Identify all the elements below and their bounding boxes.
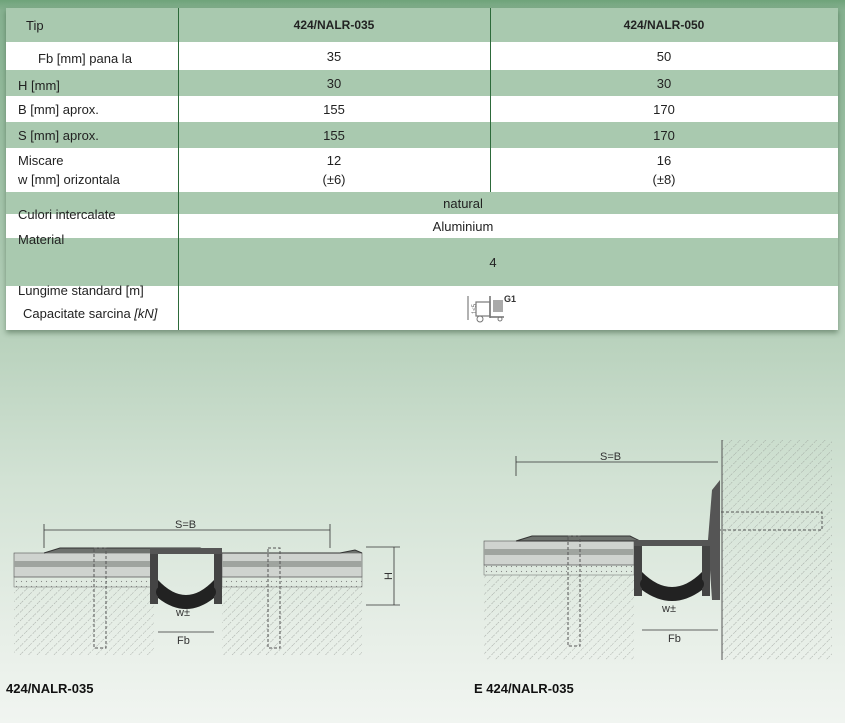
cell-col2: 170	[653, 127, 675, 143]
svg-text:1≤5: 1≤5	[472, 304, 478, 314]
cell-col1: 35	[326, 48, 342, 64]
specification-table	[6, 8, 838, 330]
row-label: B [mm] aprox.	[18, 102, 99, 117]
cell-col2: 30	[656, 75, 672, 91]
culori-label: Culori intercalate	[18, 207, 116, 222]
dim-w-label: w±	[662, 603, 676, 615]
caption-right: E 424/NALR-035	[474, 681, 574, 696]
material-label: Material	[18, 232, 65, 247]
dim-s-label: S=B	[600, 451, 622, 463]
cell-value: 16	[656, 153, 672, 168]
profile-drawing-right	[480, 420, 840, 660]
cell-col2: 50	[656, 48, 672, 64]
forklift-load-icon	[464, 290, 516, 324]
caption-left: 424/NALR-035	[6, 681, 94, 696]
column-divider	[178, 8, 179, 330]
cell-value: 12	[326, 153, 342, 168]
merged-value: 4	[489, 254, 497, 270]
merged-value: Aluminium	[432, 218, 494, 234]
dim-h-label: H	[383, 572, 395, 580]
cell-col1: 30	[326, 75, 342, 91]
row-label: S [mm] aprox.	[18, 128, 99, 143]
table-header-row	[6, 8, 838, 42]
lungime-label: Lungime standard [m]	[18, 283, 144, 298]
row-label: Fb [mm] pana la	[38, 51, 132, 66]
cell-col2	[490, 148, 838, 192]
table-row	[6, 96, 838, 122]
row-label-line2: w [mm] orizontala	[18, 172, 120, 187]
merged-value: natural	[443, 195, 483, 211]
header-label: Tip	[26, 18, 44, 33]
cell-col1: 155	[323, 101, 345, 117]
header-col1: 424/NALR-035	[293, 17, 375, 32]
dim-w-label: w±	[176, 607, 190, 619]
dim-s-label: S=B	[175, 519, 197, 531]
dim-fb-label: Fb	[177, 635, 190, 647]
load-class-label: G1	[504, 294, 516, 304]
table-row	[6, 42, 838, 70]
cell-col1	[178, 148, 490, 192]
profile-drawing-left	[0, 420, 400, 660]
column-divider	[490, 8, 491, 192]
row-label-line1: Miscare	[18, 153, 64, 168]
row-label: H [mm]	[18, 78, 60, 93]
table-row	[6, 70, 838, 96]
cell-value-range: (±6)	[322, 172, 346, 187]
table-row	[6, 148, 838, 192]
cell-value-range: (±8)	[652, 172, 676, 187]
cell-col2: 170	[653, 101, 675, 117]
capacitate-text: Capacitate sarcina	[23, 306, 131, 321]
table-row	[6, 192, 838, 214]
table-row	[6, 214, 838, 238]
capacitate-label	[23, 306, 157, 321]
header-col2: 424/NALR-050	[623, 17, 705, 32]
table-row	[6, 238, 838, 286]
table-row	[6, 122, 838, 148]
dim-fb-label: Fb	[668, 633, 681, 645]
cell-col1: 155	[323, 127, 345, 143]
capacitate-unit: [kN]	[134, 306, 158, 321]
